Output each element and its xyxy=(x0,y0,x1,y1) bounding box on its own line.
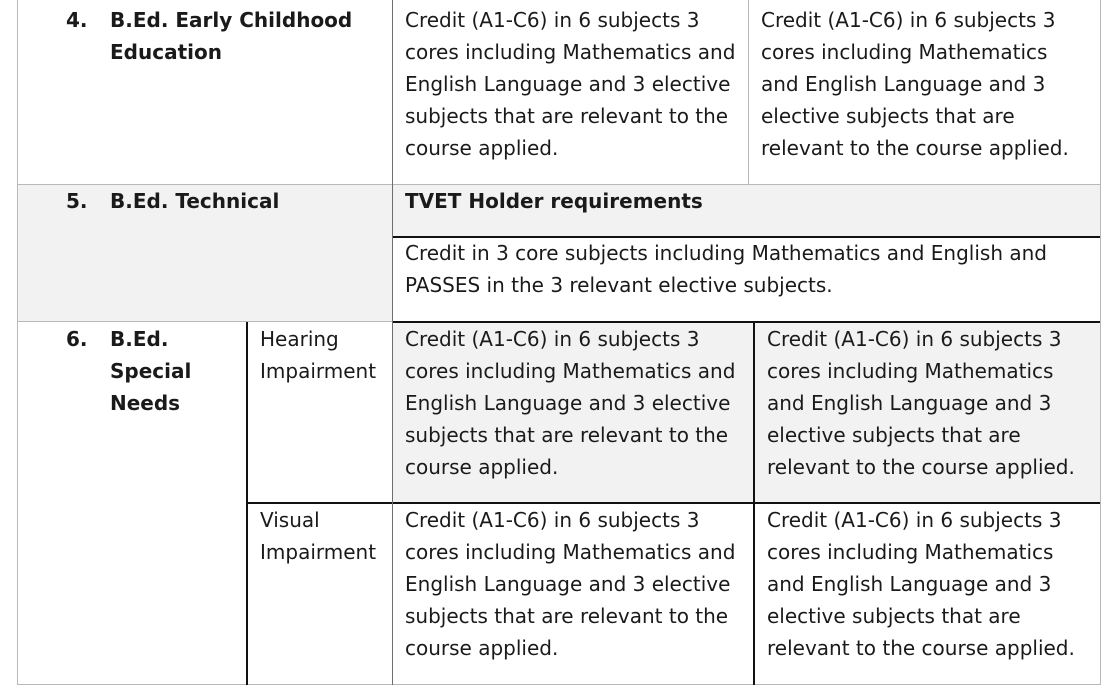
sub-program-name: Hearing Impairment xyxy=(260,327,377,383)
rule-v xyxy=(1100,0,1101,685)
requirement-cell: Credit (A1-C6) in 6 subjects 3 cores including Mathematics and English Language and 3 elective subjects that are relevant to the course applied. xyxy=(405,508,736,660)
program-name: B.Ed. Special Needs xyxy=(110,327,192,415)
requirement-cell: Credit (A1-C6) in 6 subjects 3 cores including Mathematics and English Language and 3 elective subjects that are relevant to the course applied. xyxy=(405,8,736,160)
requirement-cell: Credit (A1-C6) in 6 subjects 3 cores including Mathematics and English Language and 3 elective subjects that are relevant to the course applied. xyxy=(405,327,736,479)
row-number: 4. xyxy=(66,8,88,32)
row-number: 5. xyxy=(66,189,88,213)
program-name: B.Ed. Technical xyxy=(110,189,280,213)
rule-v xyxy=(17,0,18,685)
program-name: B.Ed. Early Childhood Education xyxy=(110,8,353,64)
rule-h xyxy=(17,684,1101,685)
requirement-cell: Credit in 3 core subjects including Mathematics and English and PASSES in the 3 relevant elective subjects. xyxy=(405,241,1047,297)
requirement-cell: Credit (A1-C6) in 6 subjects 3 cores including Mathematics and English Language and 3 elective subjects that are relevant to the course applied. xyxy=(767,327,1075,479)
row-number: 6. xyxy=(66,327,88,351)
requirement-cell: Credit (A1-C6) in 6 subjects 3 cores including Mathematics and English Language and 3 elective subjects that are relevant to the course applied. xyxy=(761,8,1069,160)
requirement-cell: Credit (A1-C6) in 6 subjects 3 cores including Mathematics and English Language and 3 elective subjects that are relevant to the course applied. xyxy=(767,508,1075,660)
section-header: TVET Holder requirements xyxy=(405,189,703,213)
sub-program-name: Visual Impairment xyxy=(260,508,377,564)
